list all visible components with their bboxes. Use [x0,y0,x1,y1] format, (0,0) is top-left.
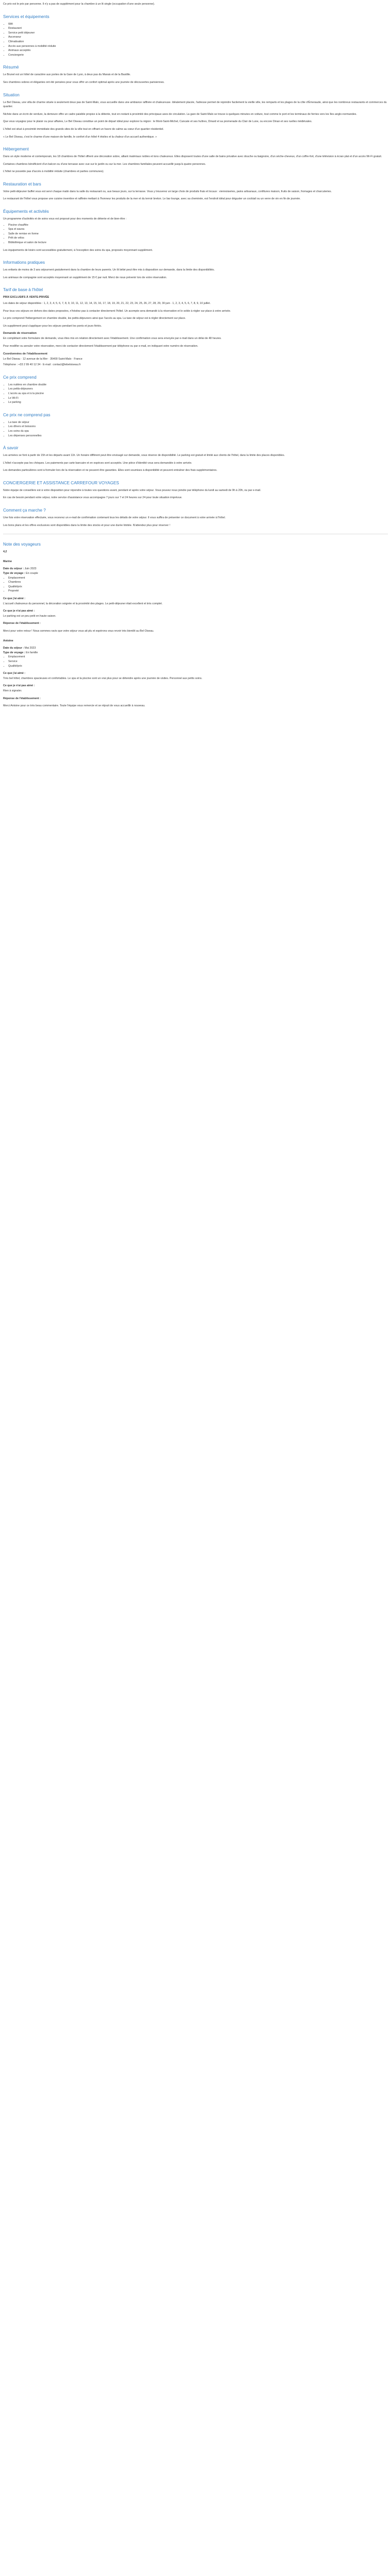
situation-paragraph: Le Bel Oiseau, une villa de charme située à seulement deux pas de Saint-Malo, vous accueille dans une ambiance raffinée et chaleureuse. Idéalement placée, l'adresse permet de rejoindre facilement la vieille ville, les remparts et les plages de la côte d'Émeraude, ainsi que les nombreux restaurants et commerces du quartier. [3,100,387,109]
review-author: Antoine [3,639,13,642]
compris-title: Ce prix comprend [3,375,37,380]
review-reply-label: Réponse de l'établissement : [3,622,41,625]
restauration-title: Restauration et bars [3,181,41,187]
review-date-line [3,567,388,571]
tarif-dates: Les dates de séjour disponibles : 1, 2, 3, 4, 5, 6, 7, 8, 9, 10, 11, 12, 13, 14, 15, 16, 17, 18, 19, 20, 21, 22, 23, 24, 25, 26, 27, 28, 29, 30 juin · 1, 2, 3, 4, 5, 6, 7, 8, 9, 10 juillet. [3,302,211,305]
tarif-paragraph: Pour tous vos séjours en dehors des dates proposées, n'hésitez pas à contacter directement l'hôtel. Un acompte sera demandé à la réservation et le solde à régler sur place à votre arrivée. [3,309,231,313]
info-paragraph: Les enfants de moins de 3 ans séjournent gratuitement dans la chambre de leurs parents. Un lit bébé peut être mis à disposition sur demande, dans la limite des disponibilités. [3,268,215,272]
situation-paragraph: Que vous voyagiez pour le plaisir ou pour affaires, Le Bel Oiseau constitue un point de départ idéal pour explorer la région : le Mont-Saint-Michel, Cancale et ses huîtres, Dinard et sa promenade du Clair de Lune, ou encore Dinan et ses ruelles médiévales. [3,120,313,124]
review-reply-label: Réponse de l'établissement : [3,697,41,700]
noncompris-title: Ce prix ne comprend pas [3,412,51,417]
services-item: • Accès aux personnes à mobilité réduite [8,44,388,49]
compris-item: • Les nuitées en chambre double [8,383,388,387]
restauration-paragraph: Le restaurant de l'hôtel vous propose une cuisine inventive et raffinée mettant à l'honneur les produits de la mer et du terroir breton. Le bar lounge, avec sa cheminée, est l'endroit idéal pour déguster un cocktail ou un verre de vin en fin de journée. [3,197,301,201]
page [0,0,391,732]
compris-item: • Le Wi-Fi [8,396,388,401]
equipements-item: • Bibliothèque et salon de lecture [8,241,388,245]
review-positive-label: Ce que j'ai aimé : [3,672,26,675]
review-negative: Le parking est un peu petit en haute saison. [3,614,56,618]
services-item: • Wifi [8,22,388,27]
info-paragraph: Les animaux de compagnie sont acceptés moyennant un supplément de 15 € par nuit. Merci de nous prévenir lors de votre réservation. [3,276,167,279]
equipements-note: Les équipements de loisirs sont accessibles gratuitement, à l'exception des soins du spa, proposés moyennant supplément. [3,248,153,252]
comment-title: Comment ça marche ? [3,508,46,513]
services-item: • Restaurant [8,26,388,31]
noncompris-list [3,420,388,438]
equipements-title: Équipements et activités [3,209,49,214]
contact-title: Coordonnées de l'établissement [3,352,47,355]
conciergerie-title: CONCIERGERIE ET ASSISTANCE CARREFOUR VOYAGES [3,480,119,485]
review-criterion: • Emplacement [8,655,388,659]
situation-title: Situation [3,92,20,97]
noncompris-item: • Les dépenses personnelles [8,434,388,438]
review [3,560,388,634]
review-type: En couple [26,572,38,575]
review-reply: Merci Antoine pour ce très beau commentaire. Toute l'équipe vous remercie et se réjouit de vous accueillir à nouveau. [3,704,145,708]
noncompris-item: • Les soins du spa [8,429,388,434]
compris-item: • Le parking [8,400,388,405]
review-author: Marine [3,560,12,563]
equipements-item: • Prêt de vélos [8,236,388,241]
demande-title: Demande de réservation [3,332,37,335]
review-date: Juin 2023 [24,567,37,571]
situation-paragraph: L'hôtel est situé à proximité immédiate des grands sites de la ville tout en offrant un havre de calme au cœur d'un quartier résidentiel. [3,127,164,131]
demande-paragraph: En complétant votre formulaire de demande, vous êtes mis en relation directement avec l'établissement. Une confirmation vous sera envoyée par e-mail dans un délai de 48 heures. [3,337,222,341]
review-positive: L'accueil chaleureux du personnel, la décoration soignée et la proximité des plages. Le petit-déjeuner était excellent et très complet. [3,602,163,605]
comment-paragraph: Les bons plans et les offres exclusives sont disponibles dans la limite des stocks et pour une durée limitée. N'attendez plus pour réserver ! [3,523,170,527]
review-positive: Très bel hôtel, chambres spacieuses et confortables. Le spa et la piscine sont un vrai plus pour se détendre après une journée de visites. Personnel aux petits soins. [3,676,203,680]
conciergerie-paragraph: Notre équipe de conseillers est à votre disposition pour répondre à toutes vos questions avant, pendant et après votre séjour. Vous pouvez nous joindre par téléphone du lundi au samedi de 9h à 20h, ou par e-mail. [3,488,261,492]
services-item: • Ascenseur [8,35,388,40]
review-type-line [3,571,388,576]
equipements-list [3,223,388,245]
demande-paragraph: Pour modifier ou annuler votre réservation, merci de contacter directement l'établissement par téléphone ou par e-mail, en indiquant votre numéro de réservation. [3,344,199,348]
equipements-item: • Piscine chauffée [8,223,388,228]
restauration-paragraph: Votre petit-déjeuner buffet vous est servi chaque matin dans la salle du restaurant ou, aux beaux jours, sur la terrasse. Vous y trouverez un large choix de produits frais et locaux : viennoiseries, pains artisanaux, confitures maison, fruits de saison, fromages et charcuteries. [3,190,332,193]
review-negative-label: Ce que je n'ai pas aimé : [3,609,35,613]
savoir-paragraph: L'hôtel n'accepte pas les chèques. Les paiements par carte bancaire et en espèces sont acceptés. Une pièce d'identité vous sera demandée à votre arrivée. [3,461,192,465]
contact-address: Le Bel Oiseau · 12 avenue de la Mer · 35400 Saint-Malo · France [3,357,83,361]
price-notice: Ce prix est le prix par personne. Il n'y a pas de supplément pour la chambre à un lit single (occupation d'une seule personne). [3,3,155,6]
contact-phone-email: Téléphone : +33 2 99 40 12 34 · E-mail : contact@lebeloiseau.fr [3,363,81,367]
hebergement-paragraph: Dans un style moderne et contemporain, les 18 chambres de l'hôtel offrent une décoration sobre, alliant matériaux nobles et tons chaleureux. Elles disposent toutes d'une salle de bains privative avec douche ou baignoire, d'un sèche-cheveux, d'un coffre-fort, d'une télévision à écran plat et d'un accès Wi-Fi gratuit. [3,155,382,159]
services-title: Services et équipements [3,14,50,19]
services-item: • Conciergerie [8,53,388,58]
review-date: Mai 2023 [24,647,36,650]
review-negative: Rien à signaler. [3,689,22,692]
comment-paragraph: Une fois votre réservation effectuée, vous recevrez un e-mail de confirmation contenant tous les détails de votre séjour. Il vous suffira de présenter ce document à votre arrivée à l'hôtel. [3,516,226,520]
equipements-item: • Spa et sauna [8,227,388,232]
situation-paragraph: Nichée dans un écrin de verdure, la demeure offre un cadre paisible propice à la détente, tout en restant à proximité des principaux axes de circulation. La gare de Saint-Malo se trouve à quelques minutes en voiture, tout comme le port et les terminaux de ferries vers les îles anglo-normandes. [3,112,357,116]
resume-title: Résumé [3,65,19,70]
compris-list [3,383,388,405]
hebergement-paragraph: Certaines chambres bénéficient d'un balcon ou d'une terrasse avec vue sur le jardin ou sur la mer. Les chambres familiales peuvent accueillir jusqu'à quatre personnes. [3,162,206,166]
tarif-title: Tarif de base à l'hôtel [3,287,43,293]
review-type: En famille [26,651,38,654]
reviews-title: Note des voyageurs [3,542,41,547]
review-positive-label: Ce que j'ai aimé : [3,597,26,600]
review-type-label: Type de voyage : [3,651,25,654]
equipements-intro: Un programme d'activités et de soins vous est proposé pour des moments de détente et de bien-être : [3,217,127,221]
resume-paragraph: Le Brunel est un hôtel de caractère aux portes de la Gare de Lyon, à deux pas du Marais et de la Bastille. [3,73,131,77]
review-date-label: Date du séjour : [3,567,24,571]
compris-item: • L'accès au spa et à la piscine [8,392,388,396]
savoir-title: À savoir [3,446,19,451]
services-list [3,22,388,58]
review-type-line [3,651,388,655]
savoir-paragraph: Les demandes particulières sont à formuler lors de la réservation et ne peuvent être garanties. Elles sont soumises à disponibilité et peuvent entraîner des frais supplémentaires. [3,469,218,472]
review-criterion: • Emplacement [8,576,388,581]
services-item: • Service petit déjeuner [8,31,388,36]
savoir-paragraph: Les arrivées se font à partir de 15h et les départs avant 11h. Un horaire différent peut être envisagé sur demande, sous réserve de disponibilité. Le parking est gratuit et limité aux clients de l'hôtel, dans la limite des places disponibles. [3,454,285,457]
review-criterion: • Chambres [8,580,388,585]
review [3,639,388,708]
review-criteria [3,655,388,668]
tarif-paragraph: Un supplément peut s'appliquer pour les séjours pendant les ponts et jours fériés. [3,324,102,328]
noncompris-item: • La taxe de séjour [8,420,388,425]
review-criteria [3,576,388,594]
services-item: • Animaux acceptés [8,48,388,53]
hebergement-title: Hébergement [3,147,29,152]
tarif-paragraph: Le prix comprend l'hébergement en chambre double, les petits-déjeuners ainsi que l'accès au spa. La taxe de séjour est à régler directement sur place. [3,317,186,320]
noncompris-item: • Les dîners et boissons [8,425,388,429]
review-reply: Merci pour votre retour ! Nous sommes ravis que votre séjour vous ait plu et espérons vous revoir très bientôt au Bel Oiseau. [3,629,154,633]
equipements-item: • Salle de remise en forme [8,232,388,236]
services-item: • Climatisation [8,40,388,44]
situation-quote: « Le Bel Oiseau, c'est le charme d'une maison de famille, le confort d'un hôtel 4 étoiles et la chaleur d'un accueil authentique. » [3,135,157,139]
info-title: Informations pratiques [3,260,45,265]
resume-paragraph: Ses chambres sobres et élégantes ont été pensées pour vous offrir un confort optimal après une journée de découvertes parisiennes. [3,80,165,84]
review-type-label: Type de voyage : [3,572,25,575]
review-criterion: • Qualité/prix [8,664,388,669]
review-criterion: • Qualité/prix [8,585,388,589]
reviews-rating: 4,2 [3,550,7,554]
tarif-subtitle: PRIX EXCLUSIFS À VENTE-PRIVÉE [3,296,50,299]
conciergerie-paragraph: En cas de besoin pendant votre séjour, notre service d'assistance vous accompagne 7 jours sur 7 et 24 heures sur 24 pour toute situation imprévue. [3,496,183,500]
compris-item: • Les petits-déjeuners [8,387,388,392]
review-date-label: Date du séjour : [3,647,24,650]
review-criterion: • Service [8,659,388,664]
review-negative-label: Ce que je n'ai pas aimé : [3,684,35,688]
review-criterion: • Propreté [8,589,388,594]
hebergement-paragraph: L'hôtel ne possède pas d'accès à mobilité réduite (chambres et parties communes). [3,170,104,174]
review-date-line [3,646,388,651]
